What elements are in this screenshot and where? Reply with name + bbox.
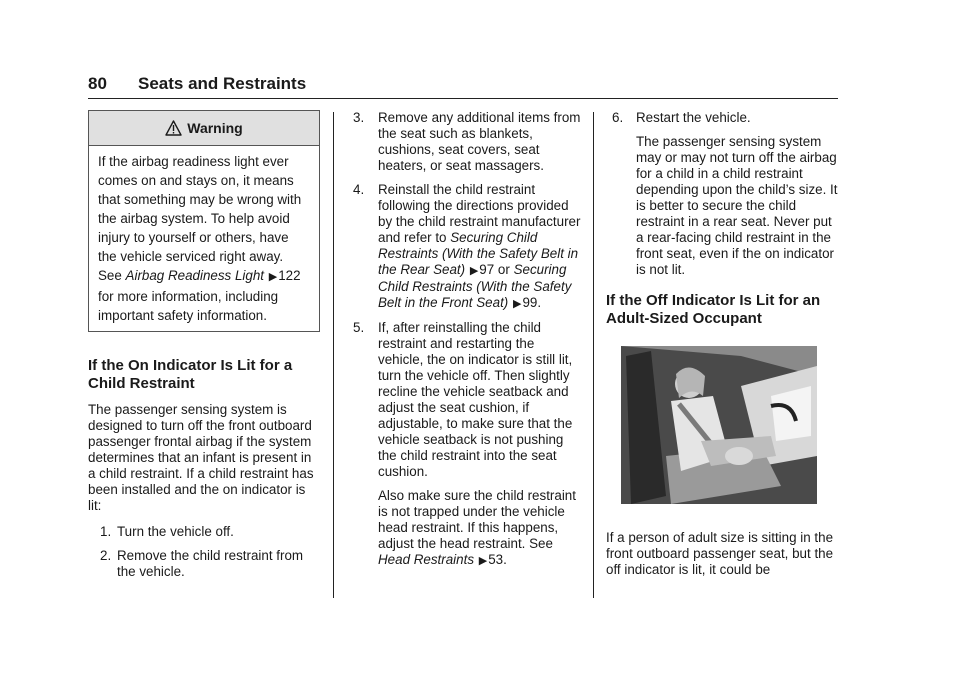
page-header — [88, 72, 838, 99]
column-2 — [353, 110, 581, 577]
column-3 — [606, 110, 838, 578]
column-divider — [333, 112, 334, 598]
column-1 — [88, 110, 320, 588]
section-body: If a person of adult size is sitting in the front outboard passenger seat, but the off indicator is lit, it could be — [606, 530, 834, 577]
step-3: 3. Remove any additional items from the seat such as blankets, cushions, seat covers, seat heaters, or seat massagers. — [353, 110, 581, 173]
column-divider — [593, 112, 594, 598]
warning-text: If the airbag readiness light ever comes on and stays on, it means that something may be wrong with the airbag system. To help avoid injury to yourself or others, have the vehicle serviced right away. See Airbag Readiness Light ▶122 for more information, including important safety information. — [98, 154, 302, 323]
page-reference-arrow-icon: ▶ — [478, 555, 488, 567]
section-heading-off-indicator: If the Off Indicator Is Lit for an Adult-Sized Occupant — [606, 292, 821, 327]
warning-triangle-icon — [165, 120, 182, 136]
warning-box — [88, 110, 320, 332]
page-reference-arrow-icon: ▶ — [268, 271, 278, 283]
page-reference-arrow-icon: ▶ — [513, 298, 522, 310]
warning-title: Warning — [187, 120, 243, 136]
warning-header — [89, 111, 319, 146]
page-ref[interactable]: 122 — [278, 268, 301, 283]
step-6: 6. Restart the vehicle. The passenger sensing system may or may not turn off the airbag for a child in a child restraint depending upon the child’s size. It is better to secure the child restraint in a rear seat. Never put a rear-facing child restraint in the front seat, even if the on indicator is not lit. — [612, 110, 838, 277]
securing-child-rear-link[interactable]: Securing Child Restraints (With the Safety Belt in the Rear Seat) — [378, 230, 579, 277]
head-restraints-link[interactable]: Head Restraints — [378, 552, 475, 567]
securing-child-front-link[interactable]: Restraints (With the Safety Belt in the Front Seat) — [378, 279, 572, 310]
adult-occupant-illustration — [621, 346, 817, 504]
airbag-readiness-link[interactable]: Airbag Readiness Light — [125, 268, 265, 283]
step-5: 5. If, after reinstalling the child restraint and restarting the vehicle, the on indicator is still lit, turn the vehicle off. Then slightly recline the vehicle seatback and adjust the seat cushion, if adjustable, to make sure that the vehicle seatback is not pushing the child restraint into the seat cushion. Also make sure the child restraint is not trapped under the vehicle head restraint. If this happens, adjust the head restraint. See Head Restraints ▶53. — [353, 320, 576, 567]
step-2: 2. Remove the child restraint from the vehicle. — [100, 548, 304, 579]
page-reference-arrow-icon: ▶ — [469, 265, 479, 277]
page-number: 80 — [88, 74, 107, 93]
section-heading-on-indicator: If the On Indicator Is Lit for a Child Restraint — [88, 357, 293, 392]
step-1: 1. Turn the vehicle off. — [100, 524, 234, 539]
section-title: Seats and Restraints — [138, 74, 307, 93]
step-4: 4. Reinstall the child restraint following the directions provided by the child restraint manufacturer and refer to Securing Child Restraints (With the Safety Belt in the Rear Seat) ▶97 or Securing Child Restraints (With the Safety Belt in the Front Seat) ▶99. — [353, 182, 581, 310]
section-intro: The passenger sensing system is designed to turn off the front outboard passenger frontal airbag if the system determines that an infant is present in a child restraint. If a child restraint has been installed and the on indicator is lit: — [88, 402, 314, 513]
